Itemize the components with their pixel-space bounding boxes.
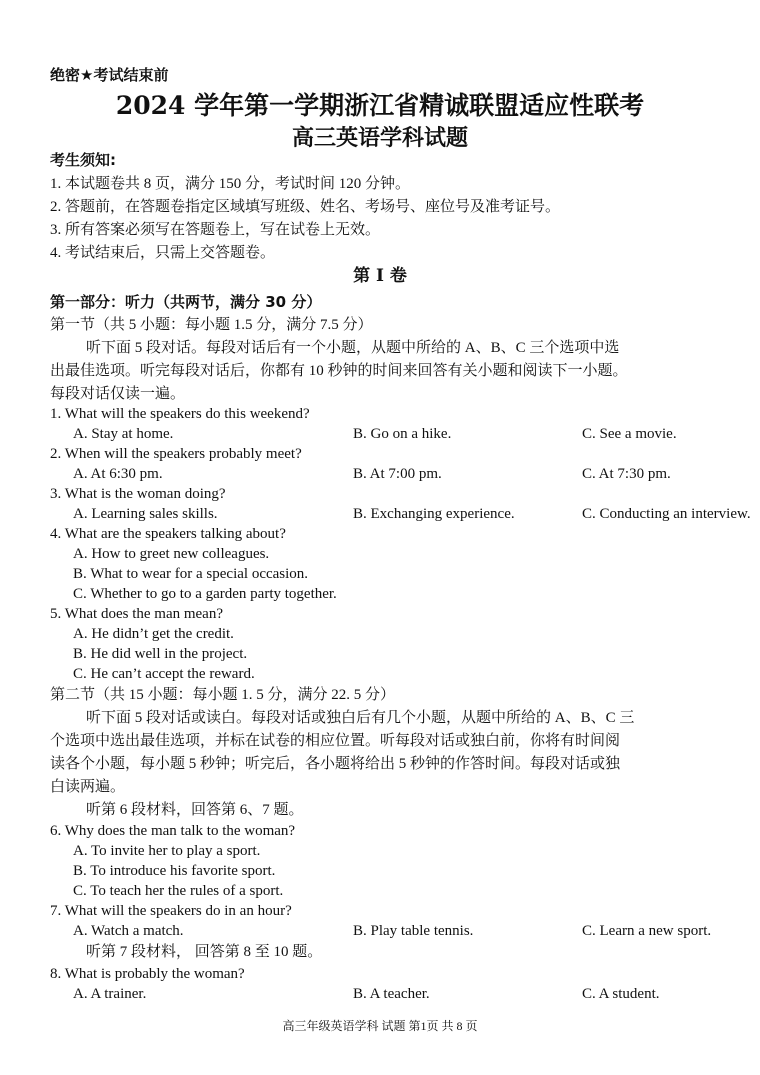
material-6-note: 听第 6 段材料，回答第 6、7 题。 bbox=[86, 802, 304, 818]
question-6-option-a: A. To invite her to play a sport. bbox=[73, 843, 261, 859]
option-a: A. Learning sales skills. bbox=[73, 506, 218, 522]
section2-instructions-line-4: 白读两遍。 bbox=[50, 779, 126, 795]
notice-heading: 考生须知: bbox=[50, 151, 116, 169]
notice-item-4: 4. 考试结束后，只需上交答题卷。 bbox=[50, 245, 276, 261]
question-1-options bbox=[73, 424, 753, 444]
question-5-option-a: A. He didn’t get the credit. bbox=[73, 626, 234, 642]
section2-instructions-line-1: 听下面 5 段对话或读白。每段对话或独白后有几个小题，从题中所给的 A、B、C 三 bbox=[86, 710, 635, 726]
question-3: 3. What is the woman doing? bbox=[50, 486, 226, 502]
exam-subtitle: 高三英语学科试题 bbox=[291, 125, 468, 151]
question-4-option-b: B. What to wear for a special occasion. bbox=[73, 566, 309, 582]
section1-instructions-line-3: 每段对话仅读一遍。 bbox=[50, 386, 186, 402]
notice-item-3: 3. 所有答案必须写在答题卷上，写在试卷上无效。 bbox=[50, 222, 381, 238]
question-5-option-b: B. He did well in the project. bbox=[73, 646, 248, 662]
question-2: 2. When will the speakers probably meet? bbox=[50, 446, 302, 462]
option-a: A. A trainer. bbox=[73, 986, 147, 1002]
option-b: B. Exchanging experience. bbox=[353, 506, 515, 522]
section1-instructions-line-2: 出最佳选项。听完每段对话后，你都有 10 秒钟的时间来回答有关小题和阅读下一小题。 bbox=[50, 363, 628, 379]
question-6-option-b: B. To introduce his favorite sport. bbox=[73, 863, 276, 879]
question-8: 8. What is probably the woman? bbox=[50, 966, 245, 982]
question-1: 1. What will the speakers do this weekend? bbox=[50, 406, 310, 422]
question-4-option-a: A. How to greet new colleagues. bbox=[73, 546, 270, 562]
volume-title: 第 I 卷 bbox=[353, 266, 407, 286]
option-c: C. Conducting an interview. bbox=[582, 506, 751, 522]
question-5-option-c: C. He can’t accept the reward. bbox=[73, 666, 255, 682]
option-a: A. Stay at home. bbox=[73, 426, 174, 442]
material-7-note: 听第 7 段材料， 回答第 8 至 10 题。 bbox=[86, 944, 323, 960]
question-2-options bbox=[73, 464, 753, 484]
question-8-options bbox=[73, 984, 753, 1004]
question-3-options bbox=[73, 504, 753, 524]
question-5: 5. What does the man mean? bbox=[50, 606, 223, 622]
option-c: C. A student. bbox=[582, 986, 660, 1002]
option-c: C. Learn a new sport. bbox=[582, 923, 712, 939]
question-6: 6. Why does the man talk to the woman? bbox=[50, 823, 296, 839]
option-b: B. A teacher. bbox=[353, 986, 430, 1002]
option-b: B. Play table tennis. bbox=[353, 923, 474, 939]
question-7-options bbox=[73, 921, 753, 941]
notice-item-1: 1. 本试题卷共 8 页，满分 150 分，考试时间 120 分钟。 bbox=[50, 176, 411, 192]
notice-item-2: 2. 答题前，在答题卷指定区域填写班级、姓名、考场号、座位号及准考证号。 bbox=[50, 199, 561, 215]
option-c: C. At 7:30 pm. bbox=[582, 466, 671, 482]
section2-instructions-line-2: 个选项中选出最佳选项，并标在试卷的相应位置。听每段对话或独白前，你将有时间阅 bbox=[50, 733, 621, 749]
option-b: B. Go on a hike. bbox=[353, 426, 452, 442]
section1-instructions-line-1: 听下面 5 段对话。每段对话后有一个小题，从题中所给的 A、B、C 三个选项中选 bbox=[86, 340, 620, 356]
option-b: B. At 7:00 pm. bbox=[353, 466, 442, 482]
section2-instructions-line-3: 读各个小题，每小题 5 秒钟；听完后，各小题将给出 5 秒钟的作答时间。每段对话或独 bbox=[50, 756, 621, 772]
section2-heading: 第二节（共 15 小题：每小题 1. 5 分，满分 22. 5 分） bbox=[50, 687, 396, 703]
section1-heading: 第一节（共 5 小题：每小题 1.5 分，满分 7.5 分） bbox=[50, 317, 373, 333]
question-6-option-c: C. To teach her the rules of a sport. bbox=[73, 883, 284, 899]
exam-title: 2024 学年第一学期浙江省精诚联盟适应性联考 bbox=[115, 91, 645, 120]
option-a: A. Watch a match. bbox=[73, 923, 184, 939]
part1-heading: 第一部分：听力（共两节，满分 30 分） bbox=[50, 293, 322, 311]
question-4-option-c: C. Whether to go to a garden party together. bbox=[73, 586, 337, 602]
page-footer: 高三年级英语学科 试题 第1页 共 8 页 bbox=[282, 1019, 478, 1033]
question-7: 7. What will the speakers do in an hour? bbox=[50, 903, 292, 919]
question-4: 4. What are the speakers talking about? bbox=[50, 526, 286, 542]
option-c: C. See a movie. bbox=[582, 426, 677, 442]
option-a: A. At 6:30 pm. bbox=[73, 466, 163, 482]
secret-mark: 绝密★考试结束前 bbox=[50, 66, 169, 84]
